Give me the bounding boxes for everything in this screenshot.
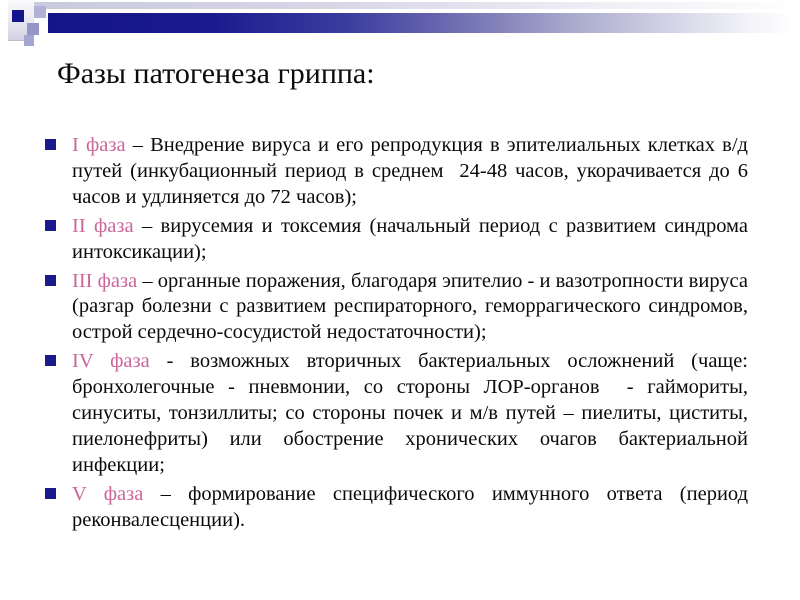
square-bullet-icon	[45, 488, 56, 499]
phase-text: – Внедрение вируса и его репродукция в эпителиальных клетках в/д путей (инкубационный период в среднем 24-48 часов, укорачивается до 6 часов и удлиняется до 72 часов);	[72, 134, 748, 208]
phase-label: V фаза	[72, 482, 144, 505]
list-item	[72, 269, 748, 347]
square-bullet-icon	[45, 355, 56, 366]
square-bullet-icon	[45, 220, 56, 231]
list-item	[72, 349, 748, 479]
phase-text: – формирование специфического иммунного ответа (период реконвалесценции).	[72, 482, 748, 531]
page-title: Фазы патогенеза гриппа:	[57, 57, 375, 90]
pixel-square-lavender-icon	[34, 6, 46, 18]
phase-label: III фаза	[72, 269, 138, 292]
phase-text: – вирусемия и токсемия (начальный период с развитием синдрома интоксикации);	[72, 214, 748, 263]
list-item	[72, 482, 748, 534]
header-gradient-bar	[48, 13, 795, 33]
list-item	[72, 214, 748, 266]
pixel-square-navy-icon	[12, 10, 24, 22]
phase-text: – органные поражения, благодаря эпителио - и вазотропности вируса (разгар болезни с развитием респираторного, геморрагического синдромов, острой сердечно-сосудистой недостаточности);	[72, 269, 749, 344]
pixel-square-purple-icon	[27, 23, 39, 35]
square-bullet-icon	[45, 275, 56, 286]
header-top-strip	[8, 2, 800, 9]
phase-label: I фаза	[72, 134, 126, 156]
list-item	[72, 133, 748, 211]
phase-label: IV фаза	[72, 350, 150, 373]
square-bullet-icon	[45, 139, 56, 150]
phase-text: - возможных вторичных бактериальных осложнений (чаще: бронхолегочные - пневмонии, со стороны ЛОР-органов - гаймориты, синуситы, тонзиллиты; со стороны почек и м/в путей – пиелиты, циститы, пиелонефриты) или обострение хронических очагов бактериальной инфекции;	[72, 350, 748, 476]
phase-list	[72, 133, 748, 537]
phase-label: II фаза	[72, 214, 134, 237]
pixel-square-small-icon	[24, 35, 34, 46]
